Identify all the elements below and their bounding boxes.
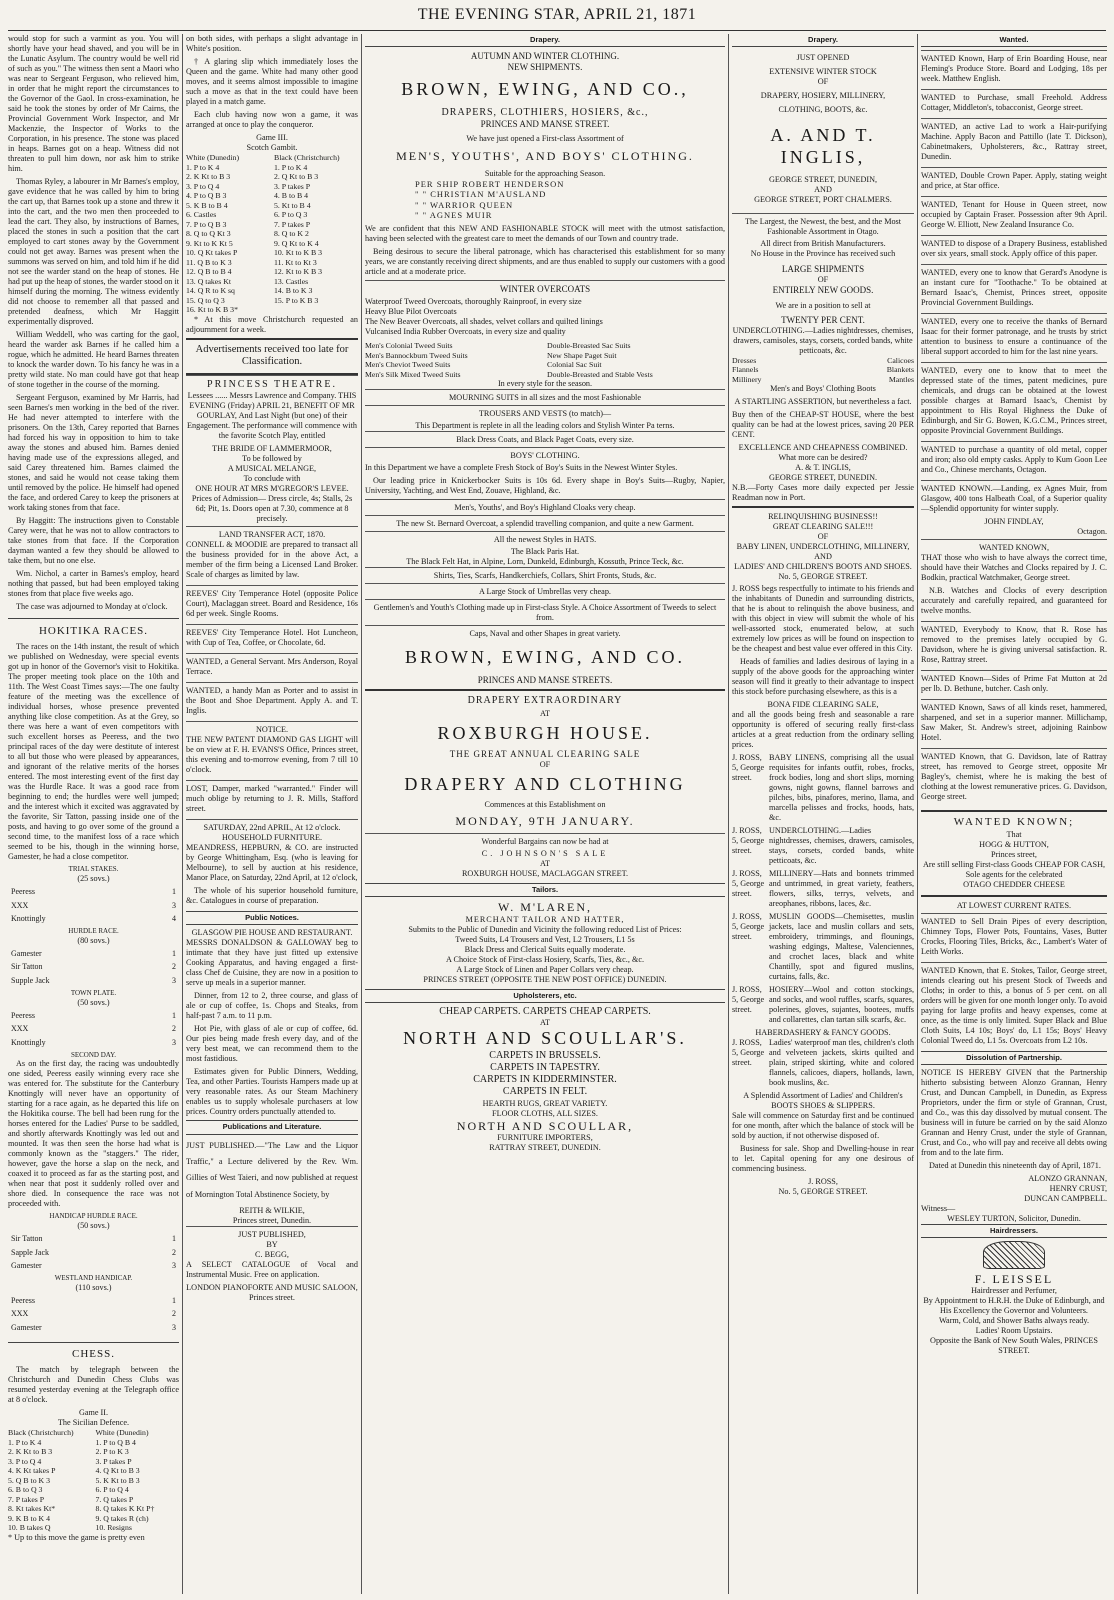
result-row: Peeress 1 [11, 1010, 176, 1020]
ad-body: Lessees ...... Messrs Lawrence and Company. THIS EVENING (Friday) APRIL 21, BENEFIT OF MR GOURLAY, And Last Night (but one) of their Engagement. The performance will commence with the favorite Scotch Play, entitled [187, 391, 357, 441]
article-paragraph: Wm. Nichol, a carter in Barnes's employ, heard nothing that passed, but had been employed taking stones from that place five weeks ago. [8, 569, 179, 598]
races-heading: HOKITIKA RACES. [8, 618, 179, 638]
ad-body: and all the goods being fresh and seasonable a rare opportunity is offered of securing really first-class articles at a great reduction from the ordinary selling prices. [732, 710, 914, 750]
ad-body: HOSIERY—Wool and cotton stockings, and socks, and wool ruffles, scarfs, squares, polerines, gloves, sujantes, bootees, muffs and collarettes, clan tartan silk scarfs, &c. [769, 985, 914, 1025]
column-3 [365, 34, 725, 1594]
race-day: SECOND DAY. [70, 1050, 117, 1059]
ad-line: ONE HOUR AT MRS M'GREGOR'S LEVEE. [195, 484, 349, 494]
address-label: J. ROSS, 5, George street. [732, 753, 765, 783]
ad-line: GEORGE STREET, DUNEDIN, [768, 175, 878, 185]
result-row: Supple Jack 3 [11, 976, 176, 986]
firm-name: W. M'LAREN, [497, 899, 593, 914]
ad-body: THE NEW PATENT DIAMOND GAS LIGHT will be on view at F. H. EVANS'S Office, Princes street, this evening and to-morrow evening, from 7 till 10 o'clock. [186, 735, 358, 775]
ad-line: J. ROSS, [808, 1177, 838, 1187]
player-header: Black (Christchurch) [274, 153, 340, 162]
section-heading: Upholsterers, etc. [365, 989, 725, 1003]
article-paragraph: The match by telegraph between the Christchurch and Dunedin Chess Clubs was resumed yesterday evening at the Telegraph office at 8 o'clock. [8, 1365, 179, 1405]
ad-line: CHEAP CARPETS. CARPETS CHEAP CARPETS. [439, 1005, 651, 1017]
result-row: Gamester 1 [11, 948, 176, 958]
firm-name: NORTH AND SCOULLAR, [456, 1118, 634, 1133]
ad-body: JUST PUBLISHED.—"The Law and the Liquor Traffic," a Lecture delivered by the Rev. Wm. Gillies of West Taieri, and now published at request of Mornington Total Abstinence Society, by [186, 1140, 358, 1199]
ad-line: Men's and Boys' Clothing Boots [770, 384, 876, 394]
article-paragraph: Each club having now won a game, it was arranged at once to play the conqueror. [186, 110, 358, 129]
ad-body: MEANDRESS, HEPBURN, & CO. are instructed by George Whittingham, Esq. (who is leaving for Melbourne), to sell by auction at his residence, Manor Place, on Saturday, 22nd April, at 12 o'clock, [186, 843, 358, 883]
ad-line: CARPETS IN BRUSSELS. [489, 1049, 601, 1061]
ad-line: By Appointment to H.R.H. the Duke of Edinburgh, and His Excellency the Governor and Volunteers. [923, 1296, 1105, 1316]
ad-line: C. JOHNSON'S SALE [481, 848, 609, 858]
ad-title: WINTER OVERCOATS [365, 280, 725, 297]
suits-list [365, 341, 725, 379]
ad-line: BONA FIDE CLEARING SALE, [767, 700, 879, 710]
ad-line: PRINCES AND MANSE STREET. [480, 119, 610, 130]
article-paragraph: on both sides, with perhaps a slight advantage in White's position. [186, 34, 358, 53]
ad-line: We have just opened a First-class Assortment of [466, 134, 624, 144]
stock-item [732, 985, 914, 1028]
masthead-rule [8, 30, 1106, 31]
ad-line: DRAPERY AND CLOTHING [404, 774, 686, 795]
ad-line: Shirts, Ties, Scarfs, Handkerchiefs, Collars, Shirt Fronts, Studs, &c. [365, 567, 725, 583]
ad-line: This Department is replete in all the leading colors and Stylish Winter Pa terns. [415, 421, 675, 431]
classified-ad: WANTED, every one to know that to meet the depressed state of the times, patent medicines, pure chemicals, and drugs can be obtained at the lowest possible charges at Barnard Isaac's, Chemist by appointment to His Royal Highness the Duke of Edinburgh, and Sir G. Bowen, K.G.C.M., Princes street, opposite Provincial Government Buildings. [921, 366, 1107, 436]
move-list: 1. P to Q B 4 2. P to K 3 3. P takes P 4. Q Kt to B 3 5. K Kt to B 3 6. P to Q 4 7. Q takes P 8. Q takes K Kt P† 9. Q takes R (ch) 10. Resigns [95, 1437, 155, 1533]
ad-line: Hairdresser and Perfumer, [971, 1286, 1057, 1296]
classified-ad: WANTED, every one to receive the thanks of Bernard Isaac for their former patronage, and he trusts by strict attention to business to ensure a continuance of the liberal support accorded to him for the last nine years. [921, 317, 1107, 357]
footnote: * At this move Christchurch requested an adjournment for a week. [186, 314, 358, 334]
ad-title: TROUSERS AND VESTS (to match)— [365, 405, 725, 421]
game-title: Game III. [256, 133, 288, 142]
column-divider [182, 34, 183, 1594]
result-row: XXX 2 [11, 1024, 176, 1034]
result-row: Peeress 1 [11, 886, 176, 896]
store-name: ROXBURGH HOUSE. [437, 723, 653, 744]
ad-title: NOTICE. [255, 725, 289, 735]
result-row: Gamester 3 [11, 1261, 176, 1271]
ad-line: UNDERCLOTHING.—Ladies nightdresses, chemises, drawers, camisoles, stays, corsets, corded bands, white petticoats, &c. [732, 325, 914, 355]
ad-line: ENTIRELY NEW GOODS. [772, 285, 874, 296]
ad-line: A Large Stock of Umbrellas very cheap. [365, 583, 725, 599]
ad-line: GEORGE STREET, DUNEDIN. [768, 473, 878, 483]
masthead: THE EVENING STAR, APRIL 21, 1871 [417, 6, 697, 23]
ad-line: ROXBURGH HOUSE, MACLAGGAN STREET. [461, 868, 629, 878]
ad-line: JUST OPENED [796, 53, 850, 63]
item-list: Calicoes Blankets Mantles [886, 355, 914, 384]
ad-line: BOOTS SHOES & SLIPPERS. [771, 1101, 875, 1111]
classified-ad: WANTED, Everybody to Know, that R. Rose has removed to the premises lately occupied by G. Davidson, where he is giving universal satisfaction. R. Rose, Rattray street. [921, 625, 1107, 665]
ad-line: A Large Stock of Linen and Paper Collars very cheap. [456, 964, 634, 974]
ad-body: Heads of families and ladies desirous of laying in a supply of the above goods for the approaching winter season will find it greatly to their advantage to inspect this stock before purchasing elsewhere, as this is a [732, 657, 914, 697]
classified-ad: THAT those who wish to have always the correct time, should have their Watches and Clocks repaired by J. C. Bodkin, practical Watchmaker, George street. [921, 553, 1107, 583]
race-results [8, 884, 179, 927]
ad-line: No. 5, GEORGE STREET. [778, 1187, 868, 1197]
ad-body: In this Department we have a complete Fresh Stock of Boy's Suits in the Newest Winter Styles. [365, 463, 678, 473]
classified-ad: WANTED, an active Lad to work a Hair-purifying Machine. Apply Bacon and Pattillo (late T. Dickson), Cabinetmakers, Upholsterers, &c., Rattray street, Dunedin. [921, 122, 1107, 162]
lines-list [732, 356, 914, 385]
ad-title: PRINCESS THEATRE. [207, 379, 337, 391]
ad-line: JOHN FINDLAY, [984, 517, 1044, 527]
section-heading: Hairdressers. [921, 1224, 1107, 1238]
sale-date: MONDAY, 9TH JANUARY. [455, 814, 635, 829]
ad-line: TWENTY PER CENT. [781, 314, 865, 325]
item-list: Double-Breasted Sac Suits New Shape Paget Suit Colonial Sac Suit Double-Breasted and Stable Vests [547, 341, 653, 379]
article-paragraph: William Weddell, who was carting for the gaol, heard the warder ask Barnes if he called him a rogue, which he admitted. He heard Barnes threaten to knock the warder down. To his fancy he was in a pretty wild state. No man could have got that heap of stone together in the course of the morning. [8, 330, 179, 389]
ad-title: AT LOWEST CURRENT RATES. [921, 895, 1107, 913]
classified-ad: WANTED Known—Sides of Prime Fat Mutton at 2d per lb. D. Bethune, butcher. Cash only. [921, 674, 1107, 694]
ad-line: CARPETS IN TAPESTRY. [490, 1062, 600, 1074]
footnote: * Up to this move the game is pretty even [8, 1532, 145, 1542]
section-heading: Dissolution of Partnership. [921, 1051, 1107, 1065]
ad-line: To conclude with [243, 474, 301, 484]
article-paragraph: Thomas Ryley, a labourer in Mr Barnes's employ, gave evidence that he was called by him to bring the cart up, that Barnes took up a stone and threw it into the cart, and the two men then proceeded to lead the cart. They also, by instructions of Barnes, placed the stones in such a position that the cart employed to cart stones away by the Government could not get away. Barnes was present when the summons was served on him, and told him if he did not see the warder stand on the heap of stones. He had put up the heap of stones, the warder stood on it himself during the morning. The witness evidently did not choose to remember all that passed and pretended deafness, which Mr Haggitt experimentally disproved. [8, 177, 179, 326]
race-purse: (25 sovs.) [77, 873, 110, 883]
ad-line: EXCELLENCE AND CHEAPNESS COMBINED. [738, 443, 908, 453]
article-paragraph: The races on the 14th instant, the result of which we published on Wednesday, were special events got up in honor of the Governor's visit to Hokitika. The proper meeting took place on the 10th and 11th. The West Coast Times says:—The one faulty feature of the meeting was the excellence of individual horses, whose presence prevented anything like close competition. As at the Grey, so there was here a want of even competitors with such excellent horses as Peeress, and the two principal races of the day were destitute of interest to all but those who were pleased by appearances, and ignorant of the relative merits of the horses entered. The most interesting event of the first day was the Hurdle Race. It was a good race from beginning to end; the hurdles were well jumped; and the interest which it excited was aggravated by the favorite, Sir Tatton, passing inside one of the posts, and having to go over some of the ground a second time, to the manifest loss of a race which seemed to be his, though in the winning horse, Gamester, he had a close competitor. [8, 642, 179, 862]
ad-line: Submits to the Public of Dunedin and Vicinity the following reduced List of Prices: [408, 924, 682, 934]
race-title: HANDICAP HURDLE RACE. [49, 1212, 138, 1221]
column-divider [361, 34, 362, 1594]
item-list: Waterproof Tweed Overcoats, thoroughly Rainproof, in every size Heavy Blue Pilot Overcoats The New Beaver Overcoats, all shades, velvet collars and quilted linings Vulcanised India Rubber Overcoats, in every size and quality [365, 297, 603, 337]
ad-title: AUTUMN AND WINTER CLOTHING. [470, 51, 620, 62]
ad-line: Sole agents for the celebrated [965, 869, 1063, 879]
address-label: J. ROSS, 5, George street. [732, 985, 765, 1015]
legal-notice: Dated at Dunedin this nineteenth day of April, 1871. [929, 1160, 1101, 1170]
firm-name: F. LEISSEL [974, 1271, 1054, 1286]
article-paragraph: would stop for such a varmint as you. You will shortly have your head shaved, and you will be in the Lunatic Asylum. The country would be well rid of such as you." The witness then sent a Maori who was near to Sergeant Ferguson, who relieved him, in order that he might report the circumstances to the Governor of the Gaol. In cross-examination, he said he took the stones by order of Mr Cairns, the Provincial Government Work Inspector, and Mr Mackenzie, the Inspector of Works to the Corporation, in his presence. The stone was placed in heaps. Barnes got on a heap. Witness did not threaten to pull him down, nor ask him to strike him. [8, 34, 179, 173]
ad-line: OTAGO CHEDDER CHEESE [963, 879, 1065, 889]
ad-line: AT [539, 1017, 550, 1027]
ad-line: SATURDAY, 22nd APRIL, At 12 o'clock. [203, 823, 341, 833]
ad-body: Ladies' waterproof man tles, children's cloth and velveteen jackets, skirts quilted and plain, striped skirting, white and colored flannels, calicoes, diapers, hollands, lawn, book muslins, &c. [769, 1038, 914, 1088]
ad-line: Suitable for the approaching Season. [484, 168, 606, 178]
article-paragraph: As on the first day, the racing was undoubtedly one sided, Peeress easily winning every race she was entered for. The substitute for the Canterbury Knottingly will never have an opportunity of starting for a race again, as he departed this life on the Hokitika course. The bell had been rung for the horses entered for the Ladies' Purse to be saddled, and shortly afterwards Knottingly was led out and mounted. It was then seen the horse had what is commonly known as the "staggers." The rider, however, gave the horse a slap on the neck, and coaxed it to proceed as far as the starting post, and when near that post it suddenly rolled over and shore died. In consequence the race was not proceeded with. [8, 1059, 179, 1209]
ad-line: The new St. Bernard Overcoat, a splendid travelling companion, and quite a new Garment. [365, 515, 725, 531]
race-title: HURDLE RACE. [68, 927, 119, 936]
ad-body: WANTED, a handy Man as Porter and to assist in the Boot and Shoe Department. Apply A. and T. Inglis. [186, 686, 358, 716]
classified-ad: WANTED Known, that E. Stokes, Tailor, George street, intends clearing out his present Stock of Tweeds and Cloths; in order to this, a bonus of 5 per cent. on all orders will be given for one month longer only. To avoid paying for large profits and heavy expenses, come at once, as the time is only limited. Super Black and Blue Cloth Suits, L4 10s; Boys' do, L1 15s; Boys' Heavy Colonial Tweed do, L1 5s. Overcoats from L2 10s. [921, 965, 1107, 1045]
ad-body: Our leading price in Knickerbocker Suits is 10s 6d. Every shape in Boy's Suits—Rugby, Napier, University, Yachting, and West End, Zouave, Highland, &c. [365, 476, 725, 496]
address-label: J. ROSS, 5, George street. [732, 869, 765, 899]
classified-ad: WANTED to Sell Drain Pipes of every description, Chimney Tops, Flower Pots, Fountains, Vases, Butter Crocks, Flooring Tiles, Bricks, &c., Lambert's Water of Leith Works. [921, 916, 1107, 956]
article-paragraph: † A glaring slip which immediately loses the Queen and the game. White had many other good moves, and it seems almost impossible to imagine such a move as that in the text could have been played in a match game. [186, 57, 358, 106]
firm-name: BROWN, EWING, AND CO. [405, 647, 685, 668]
ad-body: Estimates given for Public Dinners, Wedding, Tea, and other Parties. Tourists Hampers made up at very reasonable rates. As our Steam Machinery enables us to supply wholesale purchasers at low prices. Country orders punctually attended to. [186, 1067, 358, 1117]
classified-ad: WANTED, Tenant for House in Queen street, now occupied by Captain Fraser. Possession after 9th April. George W. Elliott, New Zealand Insurance Co. [921, 200, 1107, 230]
ad-line: The Black Paris Hat. [510, 547, 580, 557]
ad-line: NEW SHIPMENTS. [507, 62, 583, 73]
ad-body: The whole of his superior household furniture, &c. Catalogues in course of preparation. [186, 886, 358, 906]
ad-body: Dinner, from 12 to 2, three course, and glass of ale or cup of coffee, 1s. Chops and Steaks, from half-past 7 a.m. to 11 p.m. [186, 991, 358, 1021]
address-label: J. ROSS, 5, George street. [732, 912, 765, 942]
result-row: Sir Tatton 2 [11, 962, 176, 972]
ad-body: We are confident that this NEW AND FASHIONABLE STOCK will meet with the utmost satisfaction, having been selected with the greatest care to meet the demands of our Town and country trade. [365, 224, 725, 244]
race-purse: (50 sovs.) [77, 1220, 110, 1230]
result-row: Knottingly 3 [11, 1038, 176, 1047]
ad-body: CONNELL & MOODIE are prepared to transact all the business provided for in the above Act, a member of the firm being a Licensed Land Broker. Scale of charges as limited by law. [186, 540, 358, 580]
ad-body: MUSLIN GOODS—Chemisettes, muslin jackets, lace and muslin collars and sets, embroidery, trimmings, and flounings, washing edgings, Maltese, Valenciennes, and crochet laces, black and white Chantilly, spot and figured muslins, curtains, falls, &c. [769, 912, 914, 982]
race-results [8, 946, 179, 989]
player-header: White (Dunedin) [186, 153, 240, 162]
race-title: TOWN PLATE. [70, 988, 117, 997]
chess-moves [186, 153, 358, 315]
stock-item [732, 826, 914, 869]
game-title: Game II. [78, 1408, 109, 1418]
ad-body: Sale will commence on Saturday first and be continued for one month, after which the balance of stock will be sold by auction, if not otherwise disposed of. [732, 1111, 914, 1141]
ad-line: AT [539, 709, 550, 719]
ad-line: PRINCES AND MANSE STREETS. [477, 675, 613, 686]
ad-title: LAND TRANSFER ACT, 1870. [218, 530, 326, 540]
ad-line: The Black Felt Hat, in Alpine, Lorn, Dunkeld, Edinburgh, Kossuth, Prince Teck, &c. [406, 557, 684, 567]
ad-line: A. & T. INGLIS, [795, 463, 851, 473]
ad-line: No House in the Province has received such [750, 249, 896, 259]
ad-body: Hot Pie, with glass of ale or cup of coffee, 6d. Our pies being made fresh every day, and of the very best meat, we can recommend them to the most fastidious. [186, 1024, 358, 1064]
column-divider [917, 34, 918, 1594]
ad-line: REITH & WILKIE, [239, 1206, 305, 1216]
race-title: TRIAL STAKES. [68, 865, 119, 874]
player-header: Black (Christchurch) [8, 1428, 74, 1438]
ad-line: FURNITURE IMPORTERS, [497, 1133, 593, 1143]
race-results [8, 1293, 179, 1336]
item-list: Men's Colonial Tweed Suits Men's Bannockburn Tweed Suits Men's Cheviot Tweed Suits Men's Silk Mixed Tweed Suits [365, 341, 468, 379]
classified-ad: WANTED to purchase a quantity of old metal, copper and iron; also old empty casks. Apply to Kum Goon Lee and Co., Chinese merchants, Octagon. [921, 445, 1107, 475]
column-1 [8, 34, 179, 1594]
ad-line: All the newest Styles in HATS. [365, 531, 725, 547]
ad-body: Buy then of the CHEAP-ST HOUSE, where the best quality can be had at the lowest prices, saving 20 PER CENT. [732, 410, 914, 440]
ad-line: CARPETS IN FELT. [502, 1086, 588, 1098]
classified-ad: WANTED Known, Harp of Erin Boarding House, near Fleming's Produce Store. Board and Lodging, 18s per week. Matthew English. [921, 54, 1107, 84]
article-paragraph: The case was adjourned to Monday at o'clock. [16, 602, 168, 611]
section-heading: Tailors. [365, 883, 725, 897]
ad-body: N.B.—Forty Cases more daily expected per Jessie Readman now in Port. [732, 483, 914, 503]
result-row: Peeress 1 [11, 1295, 176, 1305]
ad-title: WANTED KNOWN, [978, 543, 1050, 553]
ad-body: BABY LINENS, comprising all the usual requisites for infants outfit, robes, frocks, frock bodies, long and short slips, morning gowns, night gowns, flannel barrows and pilches, bibs, pinafores, merino, llama, and marcella pelisses and frocks, hoods, hats, &c. [769, 753, 914, 823]
ad-body: MILLINERY—Hats and bonnets trimmed and untrimmed, in great variety, feathers, flowers, silks, terrys, velvets, and areophanes, ribbons, laces, &c. [769, 869, 914, 909]
result-row: Sir Tatton 1 [11, 1233, 176, 1243]
ad-line: In every style for the season. [497, 379, 593, 389]
ad-line: RATTRAY STREET, DUNEDIN. [489, 1143, 601, 1153]
ad-line: Wonderful Bargains can now be had at [365, 833, 725, 849]
address-label: J. ROSS, 5, George street. [732, 1038, 765, 1068]
ad-title: WANTED KNOWN; [953, 816, 1075, 829]
ad-line: LARGE SHIPMENTS [781, 264, 865, 275]
ad-body: J. ROSS begs respectfully to intimate to his friends and the inhabitants of Dunedin and surrounding districts, that he is about to relinquish the above business, and with this object in view will submit the whole of his well-assorted stock, enumerated below, at such extremely low prices as will be found on inspection to be the cheapest and best value ever offered in this City. [732, 584, 914, 654]
firm-name: NORTH AND SCOULLAR'S. [403, 1027, 687, 1048]
result-row: Gamester 3 [11, 1323, 176, 1333]
ad-line: Gentlemen's and Youth's Clothing made up in First-class Style. A Choice Assortment of Tweeds to select from. [365, 599, 725, 625]
ad-body: Being desirous to secure the liberal patronage, which has characterised this establishment for so many years, we are constantly receiving direct shipments, and are thus enabled to supply our customers with a good article and at a moderate price. [365, 247, 725, 277]
result-row: XXX 2 [11, 1309, 176, 1319]
race-results [8, 1008, 179, 1051]
ad-line: DRAPERY, HOSIERY, MILLINERY, [760, 91, 886, 101]
column-5 [921, 34, 1107, 1594]
ad-line: THE BRIDE OF LAMMERMOOR, [212, 444, 332, 454]
ad-line: Men's, Youths', and Boy's Highland Cloaks very cheap. [365, 499, 725, 515]
ad-line: MEN'S, YOUTHS', AND BOYS' CLOTHING. [396, 149, 694, 164]
ad-line: LONDON PIANOFORTE AND MUSIC SALOON, [186, 1283, 358, 1293]
stock-item [732, 1038, 914, 1091]
classified-ad: WANTED to Purchase, small Freehold. Address Cottager, Middleton's, tobacconist, George street. [921, 93, 1107, 113]
move-list: 1. P to K 4 2. Q Kt to B 3 3. P takes P 4. B to B 4 5. Kt to B 4 6. P to Q 3 7. P takes P 8. Q to K 2 9. Q Kt to K 4 10. Kt to K B 3 11. Kt to Kt 3 12. Kt to K B 3 13. Castles 14. B to K 3 15. P to K B 3 [274, 162, 323, 305]
ad-body: LOST, Damper, marked "warranted." Finder will much oblige by returning to J. R. Mills, Stafford street. [186, 784, 358, 814]
race-purse: (50 sovs.) [77, 997, 110, 1007]
ad-line: Opposite the Bank of New South Wales, PRINCES STREET. [930, 1336, 1098, 1356]
ad-line: WESLEY TURTON, Solicitor, Dunedin. [947, 1213, 1081, 1223]
ad-line: Prices of Admission— Dress circle, 4s; Stalls, 2s 6d; Pit, 1s. Doors open at 7.30, commence at 8 precisely. [191, 494, 353, 524]
ad-line: Princes street, Dunedin. [232, 1216, 312, 1226]
ad-line: All direct from British Manufacturers. [760, 239, 886, 249]
ad-body: WANTED, a General Servant. Mrs Anderson, Royal Terrace. [186, 657, 358, 677]
legal-notice: NOTICE IS HEREBY GIVEN that the Partnership hitherto subsisting between Alonzo Grannan, Henry Crust, and Duncan Campbell, in Dunedin, as Express Proprietors, under the firm or style of Grannan, Crust, and Co., was this day dissolved by mutual consent. The business will in future be carried on by the said Alonzo Grannan and Henry Crust, under the style of Grannan, Crust, and Co., who will pay and receive all debts owing from and to the late firm. [921, 1067, 1107, 1157]
section-heading: Drapery. [732, 34, 914, 47]
ad-line: BY [266, 1240, 278, 1250]
ad-line: Caps, Naval and other Shapes in great variety. [365, 625, 725, 641]
ad-line: Commences at this Establishment on [484, 800, 606, 810]
race-title: WESTLAND HANDICAP. [54, 1274, 133, 1283]
opening-name: The Sicilian Defence. [57, 1418, 130, 1428]
section-heading: Publications and Literature. [186, 1120, 358, 1134]
ad-line: CLOTHING, BOOTS, &c. [778, 105, 868, 115]
ad-line: Ladies' Room Upstairs. [975, 1326, 1053, 1336]
ad-line: A Splendid Assortment of Ladies' and Children's [743, 1091, 903, 1101]
article-paragraph: Sergeant Ferguson, examined by Mr Harris, had seen Barnes's men working in the bed of the river. He had never attempted to interfere with the prisoners. On the 13th, Carey reported that Barnes had forced his way in opposition to him to take away the stones and abused him. Barnes denied having made use of the expressions alleged, and said Carey threatened him. Barnes claimed the stones, and said he would not cease taking them until removed by the police. He himself had opened the face, and ordered Carey to keep the prisoners at work taking stones from that face. [8, 393, 179, 512]
section-heading: Wanted. [921, 34, 1107, 47]
signatures: ALONZO GRANNAN, HENRY CRUST, DUNCAN CAMPBELL. [1024, 1173, 1107, 1203]
ad-line: OF [817, 275, 829, 285]
address-label: J. ROSS, 5, George street. [732, 826, 765, 856]
section-heading: Drapery. [365, 34, 725, 47]
ad-line: GEORGE STREET, PORT CHALMERS. [754, 195, 892, 205]
ad-line: AND [814, 185, 832, 195]
move-list: 1. P to K 4 2. K Kt to B 3 3. P to Q 4 4. P to Q B 3 5. K B to B 4 6. Castles 7. P to Q B 3 8. Q to Q Kt 3 9. Kt to K Kt 5 10. Q Kt takes P 11. Q B to K 3 12. Q B to B 4 13. Q takes Kt 14. Q R to K sq 15. Q to Q 3 16. Kt to K B 3* [186, 162, 238, 314]
ad-line: C. BEGG, [255, 1250, 289, 1260]
stock-item [732, 753, 914, 826]
stock-item [732, 912, 914, 985]
ad-body: UNDERCLOTHING.—Ladies nightdresses, chemises, drawers, camisoles, stays, corsets, corded bands, white petticoats, &c. [769, 826, 914, 866]
result-row: Knottingly 4 [11, 914, 176, 924]
ad-title: RELINQUISHING BUSINESS!! GREAT CLEARING SALE!!! OF BABY LINEN, UNDERCLOTHING, MILLINERY, AND LADIES' AND CHILDREN'S BOOTS AND SHOES. No. 5, GEORGE STREET. [732, 506, 914, 584]
ad-line: Black Dress Coats, and Black Paget Coats, every size. [365, 431, 725, 447]
ad-title: BOYS' CLOTHING. [365, 447, 725, 463]
royal-crest-icon [983, 1241, 1045, 1269]
ad-line: HOGG & HUTTON, [979, 839, 1049, 849]
ad-line: Princes street, [991, 849, 1037, 859]
classified-ad: N.B. Watches and Clocks of every description accurately and carefully repaired, and guaranteed for twelve months. [921, 586, 1107, 616]
ad-body: REEVES' City Temperance Hotel. Hot Luncheon, with Cup of Tea, Coffee, or Chocolate, 6d. [186, 628, 358, 648]
ad-title: JUST PUBLISHED, [238, 1230, 306, 1240]
ad-body: REEVES' City Temperance Hotel (opposite Police Court), Maclaggan street. Board and Residence, 16s 6d per week. Single Rooms. [186, 589, 358, 619]
result-row: Sapple Jack 2 [11, 1247, 176, 1257]
chess-heading: CHESS. [8, 1342, 179, 1361]
ad-line: DRAPERS, CLOTHIERS, HOSIERS, &c., [441, 107, 649, 119]
ad-title: HOUSEHOLD FURNITURE. [221, 833, 323, 843]
ad-line: Are still selling First-class Goods CHEAP FOR CASH, [922, 859, 1106, 869]
ad-line: To be followed by [242, 454, 302, 464]
classified-ad: WANTED KNOWN.—Landing, ex Agnes Muir, from Glasgow, 400 tons Halbeath Coal, of a Superior quality—Splendid opportunity for winter supply. [921, 484, 1107, 514]
column-2 [186, 34, 358, 1594]
race-purse: (80 sovs.) [77, 935, 110, 945]
ad-line: Black Dress and Clerical Suits equally moderate. [464, 944, 626, 954]
race-results [8, 1231, 179, 1274]
ad-title: GLASGOW PIE HOUSE AND RESTAURANT. [191, 928, 353, 938]
ad-line: PRINCES STREET (OPPOSITE THE NEW POST OFFICE) DUNEDIN. [423, 974, 667, 984]
ship-list: PER SHIP ROBERT HENDERSON " " CHRISTIAN M'AUSLAND " " WARRIOR QUEEN " " AGNES MUIR [415, 178, 565, 220]
classified-ad: WANTED, every one to know that Gerard's Anodyne is an instant cure for "Toothache." To be obtained at Bernard Isaac's, Chemist, Princes street, opposite Provincial Government Buildings. [921, 268, 1107, 308]
ad-line: We are in a position to sell at [775, 300, 871, 310]
ad-line: Witness— [921, 1203, 956, 1213]
ad-title: DRAPERY EXTRAORDINARY [365, 689, 725, 709]
chess-moves [8, 1428, 179, 1533]
column-divider [728, 34, 729, 1594]
ad-line: EXTENSIVE WINTER STOCK [769, 67, 877, 77]
result-row: XXX 3 [11, 900, 176, 910]
classified-ad: WANTED Known, Saws of all kinds reset, hammered, sharpened, and set in a superior manner. Millichamp, Saw Maker, St. Andrew's street, adjoining Rainbow Hotel. [921, 703, 1107, 743]
ad-line: OF [539, 760, 551, 770]
ad-line: FLOOR CLOTHS, ALL SIZES. [492, 1108, 598, 1118]
firm-name: A. AND T. INGLIS, [770, 125, 876, 168]
ad-line: Princes street. [249, 1293, 295, 1303]
price-list: Tweed Suits, L4 Trousers and Vest, L2 Trousers, L1 5s [455, 934, 635, 944]
ad-line: That [1006, 829, 1022, 839]
late-ads-heading: Advertisements received too late for Classification. [186, 338, 358, 376]
ad-line: MERCHANT TAILOR AND HATTER, [465, 914, 625, 924]
ad-line: The Largest, the Newest, the best, and the Most Fashionable Assortment in Otago. [732, 213, 914, 239]
ad-line: What more can be desired? [778, 453, 868, 463]
item-list: Dresses Flannels Millinery [732, 355, 762, 384]
ad-body: MESSRS DONALDSON & GALLOWAY beg to intimate that they have just fitted up extensive Cooking Apparatus, and having engaged a first-class Chef de Cuisine, they are now in a position to serve up meals in a superior manner. [186, 938, 358, 988]
ad-line: A MUSICAL MELANGE, [227, 464, 317, 474]
ad-body: Business for sale. Shop and Dwelling-house in rear to let. Capital opening for any one desirous of commencing business. [732, 1144, 914, 1174]
race-purse: (110 sovs.) [75, 1282, 112, 1292]
ad-line: A STARTLING ASSERTION, but nevertheless a fact. [734, 397, 912, 407]
ad-line: MOURNING SUITS in all sizes and the most Fashionable [365, 389, 725, 405]
ad-line: CARPETS IN KIDDERMINSTER. [473, 1074, 617, 1086]
ad-body: A SELECT CATALOGUE of Vocal and Instrumental Music. Free on application. [186, 1260, 358, 1280]
ad-line: HABERDASHERY & FANCY GOODS. [755, 1028, 891, 1038]
ad-line: THE GREAT ANNUAL CLEARING SALE [449, 749, 641, 760]
ad-line: Warm, Cold, and Shower Baths always ready. [938, 1316, 1090, 1326]
article-paragraph: By Haggitt: The instructions given to Constable Carey were, that he was not to allow contractors to take stones from that face. If the Corporation dayman wanted a few they should be allowed to take them, but no one else. [8, 516, 179, 565]
move-list: 1. P to K 4 2. K Kt to B 3 3. P to Q 4 4. K Kt takes P 5. Q B to K 3 6. B to Q 3 7. P takes P 8. Kt takes Kt* 9. K B to K 4 10. B takes Q [8, 1437, 56, 1533]
stock-item [732, 869, 914, 912]
column-4 [732, 34, 914, 1594]
classified-ad: WANTED to dispose of a Drapery Business, established over six years, small stock. Apply office of this paper. [921, 239, 1107, 259]
ad-line: OF [817, 77, 829, 87]
ad-line: HEARTH RUGS, GREAT VARIETY. [482, 1098, 608, 1108]
ad-line: AT [539, 858, 550, 868]
ad-line: Octagon. [1077, 527, 1107, 537]
classified-ad: WANTED, Double Crown Paper. Apply, stating weight and price, at Star office. [921, 171, 1107, 191]
classified-ad: WANTED Known, that G. Davidson, late of Rattray street, has removed to George street, opposite Mr Bagley's, chemist, where he is making the best of clothing at the lowest remunerative prices. G. Davidson, George street. [921, 752, 1107, 802]
ad-line: A Choice Stock of First-class Hosiery, Scarfs, Ties, &c., &c. [446, 954, 644, 964]
firm-name: BROWN, EWING, AND CO., [401, 79, 689, 100]
section-heading: Public Notices. [186, 911, 358, 925]
opening-name: Scotch Gambit. [246, 143, 298, 152]
player-header: White (Dunedin) [95, 1428, 149, 1438]
